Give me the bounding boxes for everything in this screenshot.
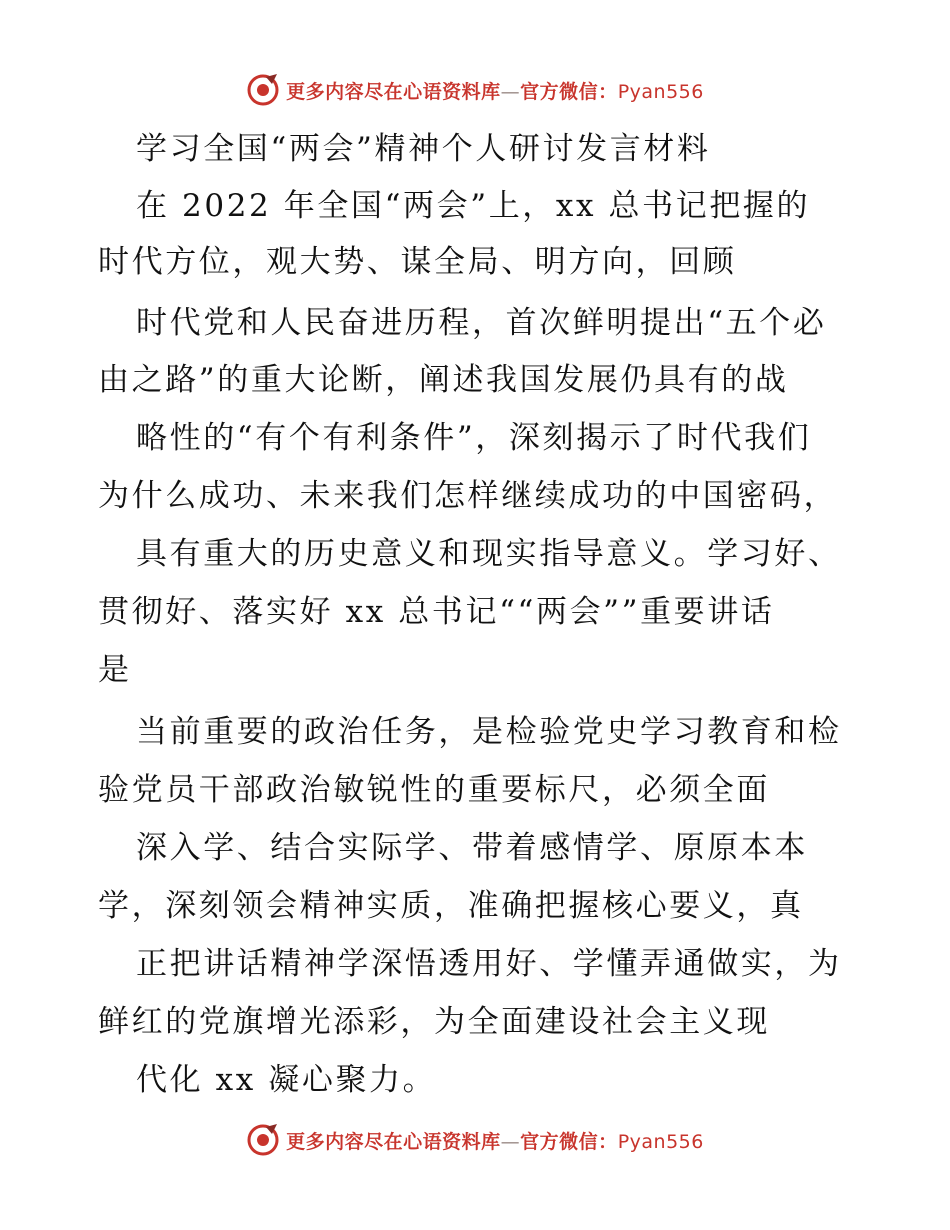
paragraph-line: 在 2022 年全国“两会”上，xx 总书记把握的 — [136, 188, 811, 224]
paragraph-line: 深入学、结合实际学、带着感情学、原原本本 — [136, 830, 808, 866]
watermark-group — [246, 73, 704, 107]
paragraph-line: 具有重大的历史意义和现实指导意义。学习好、 — [136, 536, 842, 572]
pen-circle-icon — [246, 73, 280, 107]
watermark-text: 更多内容尽在心语资料库—官方微信：Pyan556 — [286, 80, 704, 103]
paragraph-line: 贯彻好、落实好 xx 总书记““两会””重要讲话 — [98, 594, 775, 630]
paragraph-line: 鲜红的党旗增光添彩，为全面建设社会主义现 — [98, 1004, 770, 1040]
watermark-text: 更多内容尽在心语资料库—官方微信：Pyan556 — [286, 1130, 704, 1153]
footer-watermark — [0, 1120, 950, 1160]
paragraph-line: 学，深刻领会精神实质，准确把握核心要义，真 — [98, 888, 804, 924]
paragraph-line: 略性的“有个有利条件”，深刻揭示了时代我们 — [136, 420, 812, 456]
paragraph-line: 是 — [98, 652, 132, 688]
paragraph-line: 验党员干部政治敏锐性的重要标尺，必须全面 — [98, 772, 770, 808]
document-title: 学习全国“两会”精神个人研讨发言材料 — [136, 131, 711, 167]
paragraph-line: 时代方位，观大势、谋全局、明方向，回顾 — [98, 244, 737, 280]
paragraph-line: 当前重要的政治任务，是检验党史学习教育和检 — [136, 714, 842, 750]
header-watermark — [0, 70, 950, 110]
paragraph-line: 时代党和人民奋进历程，首次鲜明提出“五个必 — [136, 305, 827, 341]
pen-circle-icon — [246, 1123, 280, 1157]
paragraph-line: 为什么成功、未来我们怎样继续成功的中国密码， — [98, 478, 838, 514]
watermark-group — [246, 1123, 704, 1157]
paragraph-line: 代化 xx 凝心聚力。 — [136, 1062, 437, 1098]
paragraph-line: 正把讲话精神学深悟透用好、学懂弄通做实，为 — [136, 946, 842, 982]
paragraph-line: 由之路”的重大论断，阐述我国发展仍具有的战 — [98, 362, 789, 398]
